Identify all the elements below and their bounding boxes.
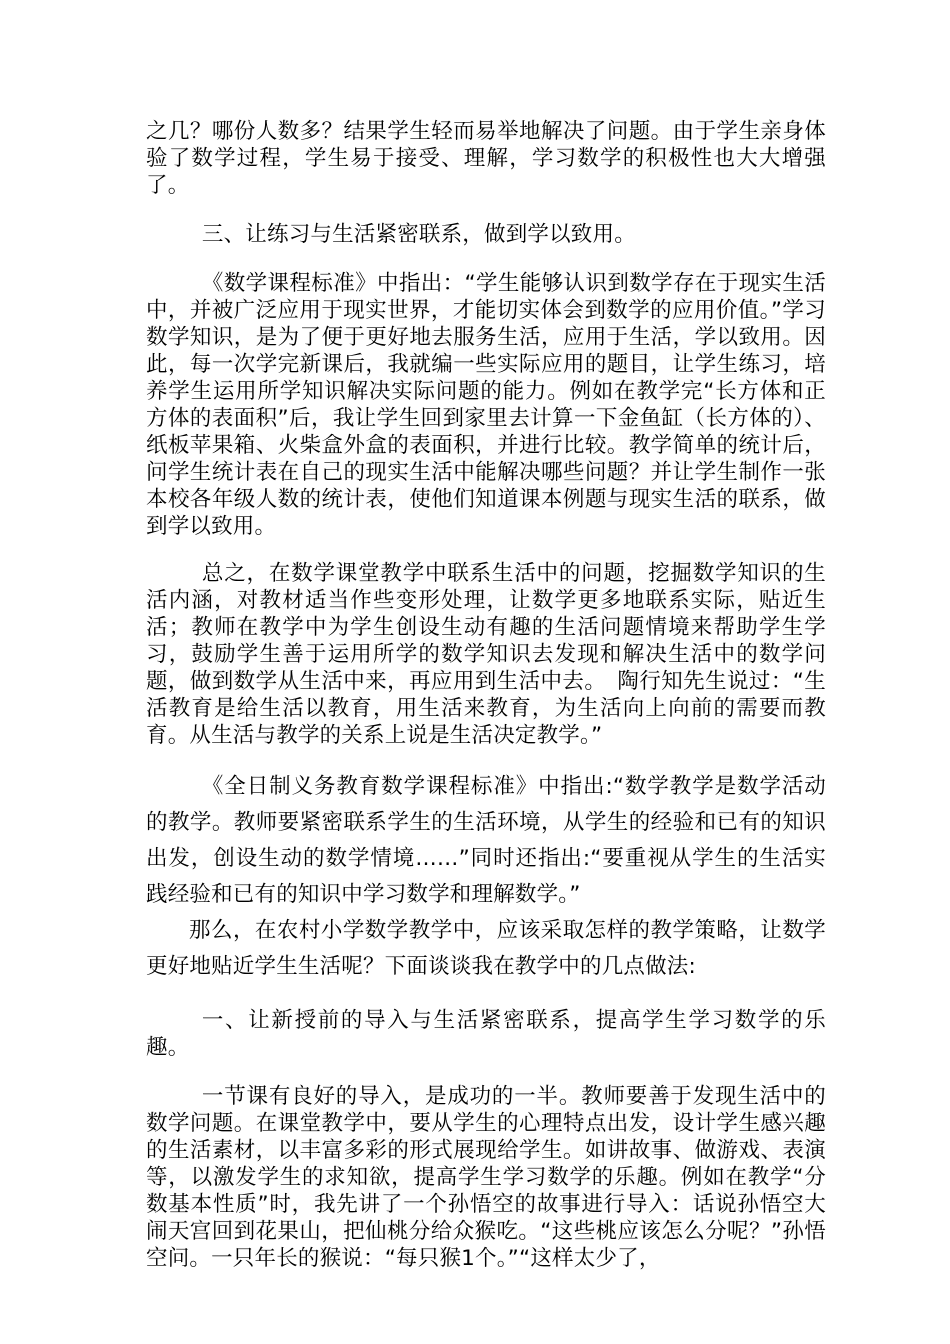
paragraph-curriculum-standard: 《数学课程标准》中指出：“学生能够认识到数学存在于现实生活中，并被广泛应用于现实世界，才能切实体会到数学的应用价值。”学习数学知识，是为了便于更好地去服务生活，应用于生活，学以致用。因此，每一次学完新课后，我就编一些实际应用的题目，让学生练习，培养学生运用所学知识解决实际问题的能力。例如在教学完“长方体和正方体的表面积”后，我让学生回到家里去计算一下金鱼缸（长方体的）、纸板苹果箱、火柴盒外盒的表面积，并进行比较。教学简单的统计后，问学生统计表在自己的现实生活中能解决哪些问题？并让学生制作一张本校各年级人数的统计表，使他们知道课本例题与现实生活的联系，做到学以致用。	[146, 271, 826, 539]
section-heading-1: 一、让新授前的导入与生活紧密联系，提高学生学习数学的乐趣。	[146, 1008, 826, 1060]
paragraph-compulsory-standard: 《全日制义务教育数学课程标准》中指出:“数学教学是数学活动的教学。教师要紧密联系学生的生活环境，从学生的经验和已有的知识出发，创设生动的数学情境……”同时还指出:“要重视从学生的生活实践经验和已有的知识中学习数学和理解数学。”	[146, 774, 826, 907]
paragraph-continuation: 之几？哪份人数多？结果学生轻而易举地解决了问题。由于学生亲身体验了数学过程，学生易于接受、理解，学习数学的积极性也大大增强了。	[146, 119, 826, 198]
paragraph-summary: 总之，在数学课堂教学中联系生活中的问题，挖掘数学知识的生活内涵，对教材适当作些变形处理，让数学更多地联系实际，贴近生活；教师在教学中为学生创设生动有趣的生活问题情境来帮助学生学习，鼓励学生善于运用所学的数学知识去发现和解决生活中的数学问题，做到数学从生活中来，再应用到生活中去。 陶行知先生说过：“生活教育是给生活以教育，用生活来教育，为生活向上向前的需要而教育。从生活与教学的关系上说是生活决定教学。”	[146, 561, 826, 748]
section-heading-3: 三、让练习与生活紧密联系，做到学以致用。	[201, 222, 636, 247]
document-body	[146, 118, 826, 1272]
paragraph-introduction: 一节课有良好的导入，是成功的一半。教师要善于发现生活中的数学问题。在课堂教学中，要从学生的心理特点出发，设计学生感兴趣的生活素材，以丰富多彩的形式展现给学生。如讲故事、做游戏、表演等，以激发学生的求知欲，提高学生学习数学的乐趣。例如在教学“分数基本性质”时，我先讲了一个孙悟空的故事进行导入：话说孙悟空大闹天宫回到花果山，把仙桃分给众猴吃。“这些桃应该怎么分呢？”孙悟空问。一只年长的猴说：“每只猴1个。”“这样太少了，	[146, 1084, 826, 1271]
paragraph-question: 那么，在农村小学数学教学中，应该采取怎样的教学策略，让数学更好地贴近学生生活呢？下面谈谈我在教学中的几点做法:	[146, 918, 826, 979]
